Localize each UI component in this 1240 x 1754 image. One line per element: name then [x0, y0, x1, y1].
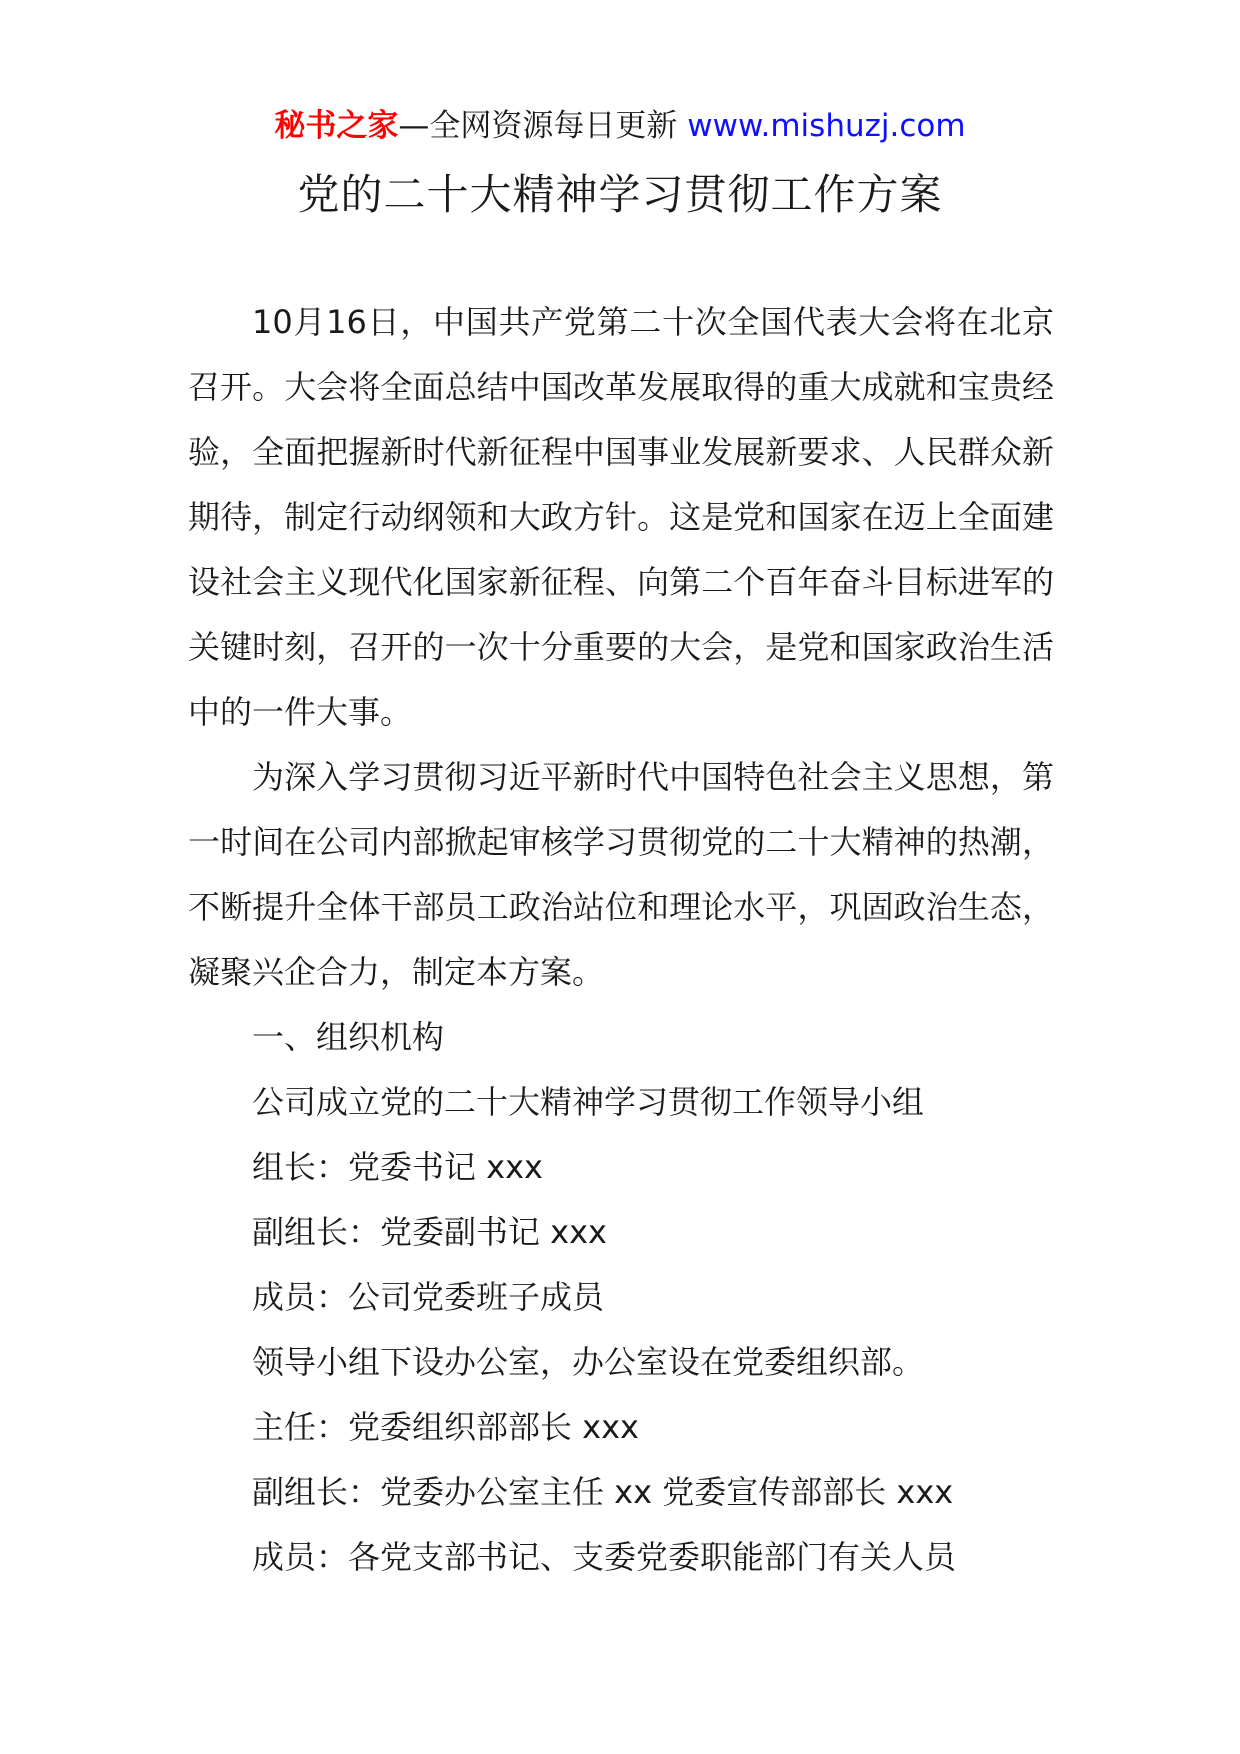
section-line: 公司成立党的二十大精神学习贯彻工作领导小组	[252, 1083, 925, 1121]
section-line: 副组长：党委办公室主任 xx 党委宣传部部长 xxx	[252, 1473, 954, 1511]
paragraph-intro: 10月16日，中国共产党第二十次全国代表大会将在北京召开。大会将全面总结中国改革发展取得的重大成就和宝贵经验，全面把握新时代新征程中国事业发展新要求、人民群众新期待，制定行动纲领和大政方针。这是党和国家在迈上全面建设社会主义现代化国家新征程、向第二个百年奋斗目标进军的关键时刻，召开的一次十分重要的大会，是党和国家政治生活中的一件大事。	[188, 303, 1054, 731]
section-line: 成员：公司党委班子成员	[252, 1278, 605, 1316]
site-name: 秘书之家	[274, 108, 399, 144]
document-title: 党的二十大精神学习贯彻工作方案	[297, 170, 943, 219]
section-line: 主任：党委组织部部长 xxx	[252, 1408, 639, 1446]
section-line: 领导小组下设办公室，办公室设在党委组织部。	[252, 1343, 925, 1381]
section-line: 副组长：党委副书记 xxx	[252, 1213, 607, 1251]
site-url-link[interactable]: www.mishuzj.com	[687, 108, 966, 144]
site-tagline: —全网资源每日更新	[398, 108, 678, 144]
paragraph-purpose: 为深入学习贯彻习近平新时代中国特色社会主义思想，第一时间在公司内部掀起审核学习贯彻党的二十大精神的热潮，不断提升全体干部员工政治站位和理论水平，巩固政治生态，凝聚兴企合力，制定本方案。	[188, 758, 1054, 991]
section-line: 组长：党委书记 xxx	[252, 1148, 543, 1186]
section-heading: 一、组织机构	[252, 1018, 445, 1056]
section-line: 成员：各党支部书记、支委党委职能部门有关人员	[252, 1538, 957, 1576]
site-header	[0, 104, 1240, 148]
document-body	[188, 290, 1054, 1590]
